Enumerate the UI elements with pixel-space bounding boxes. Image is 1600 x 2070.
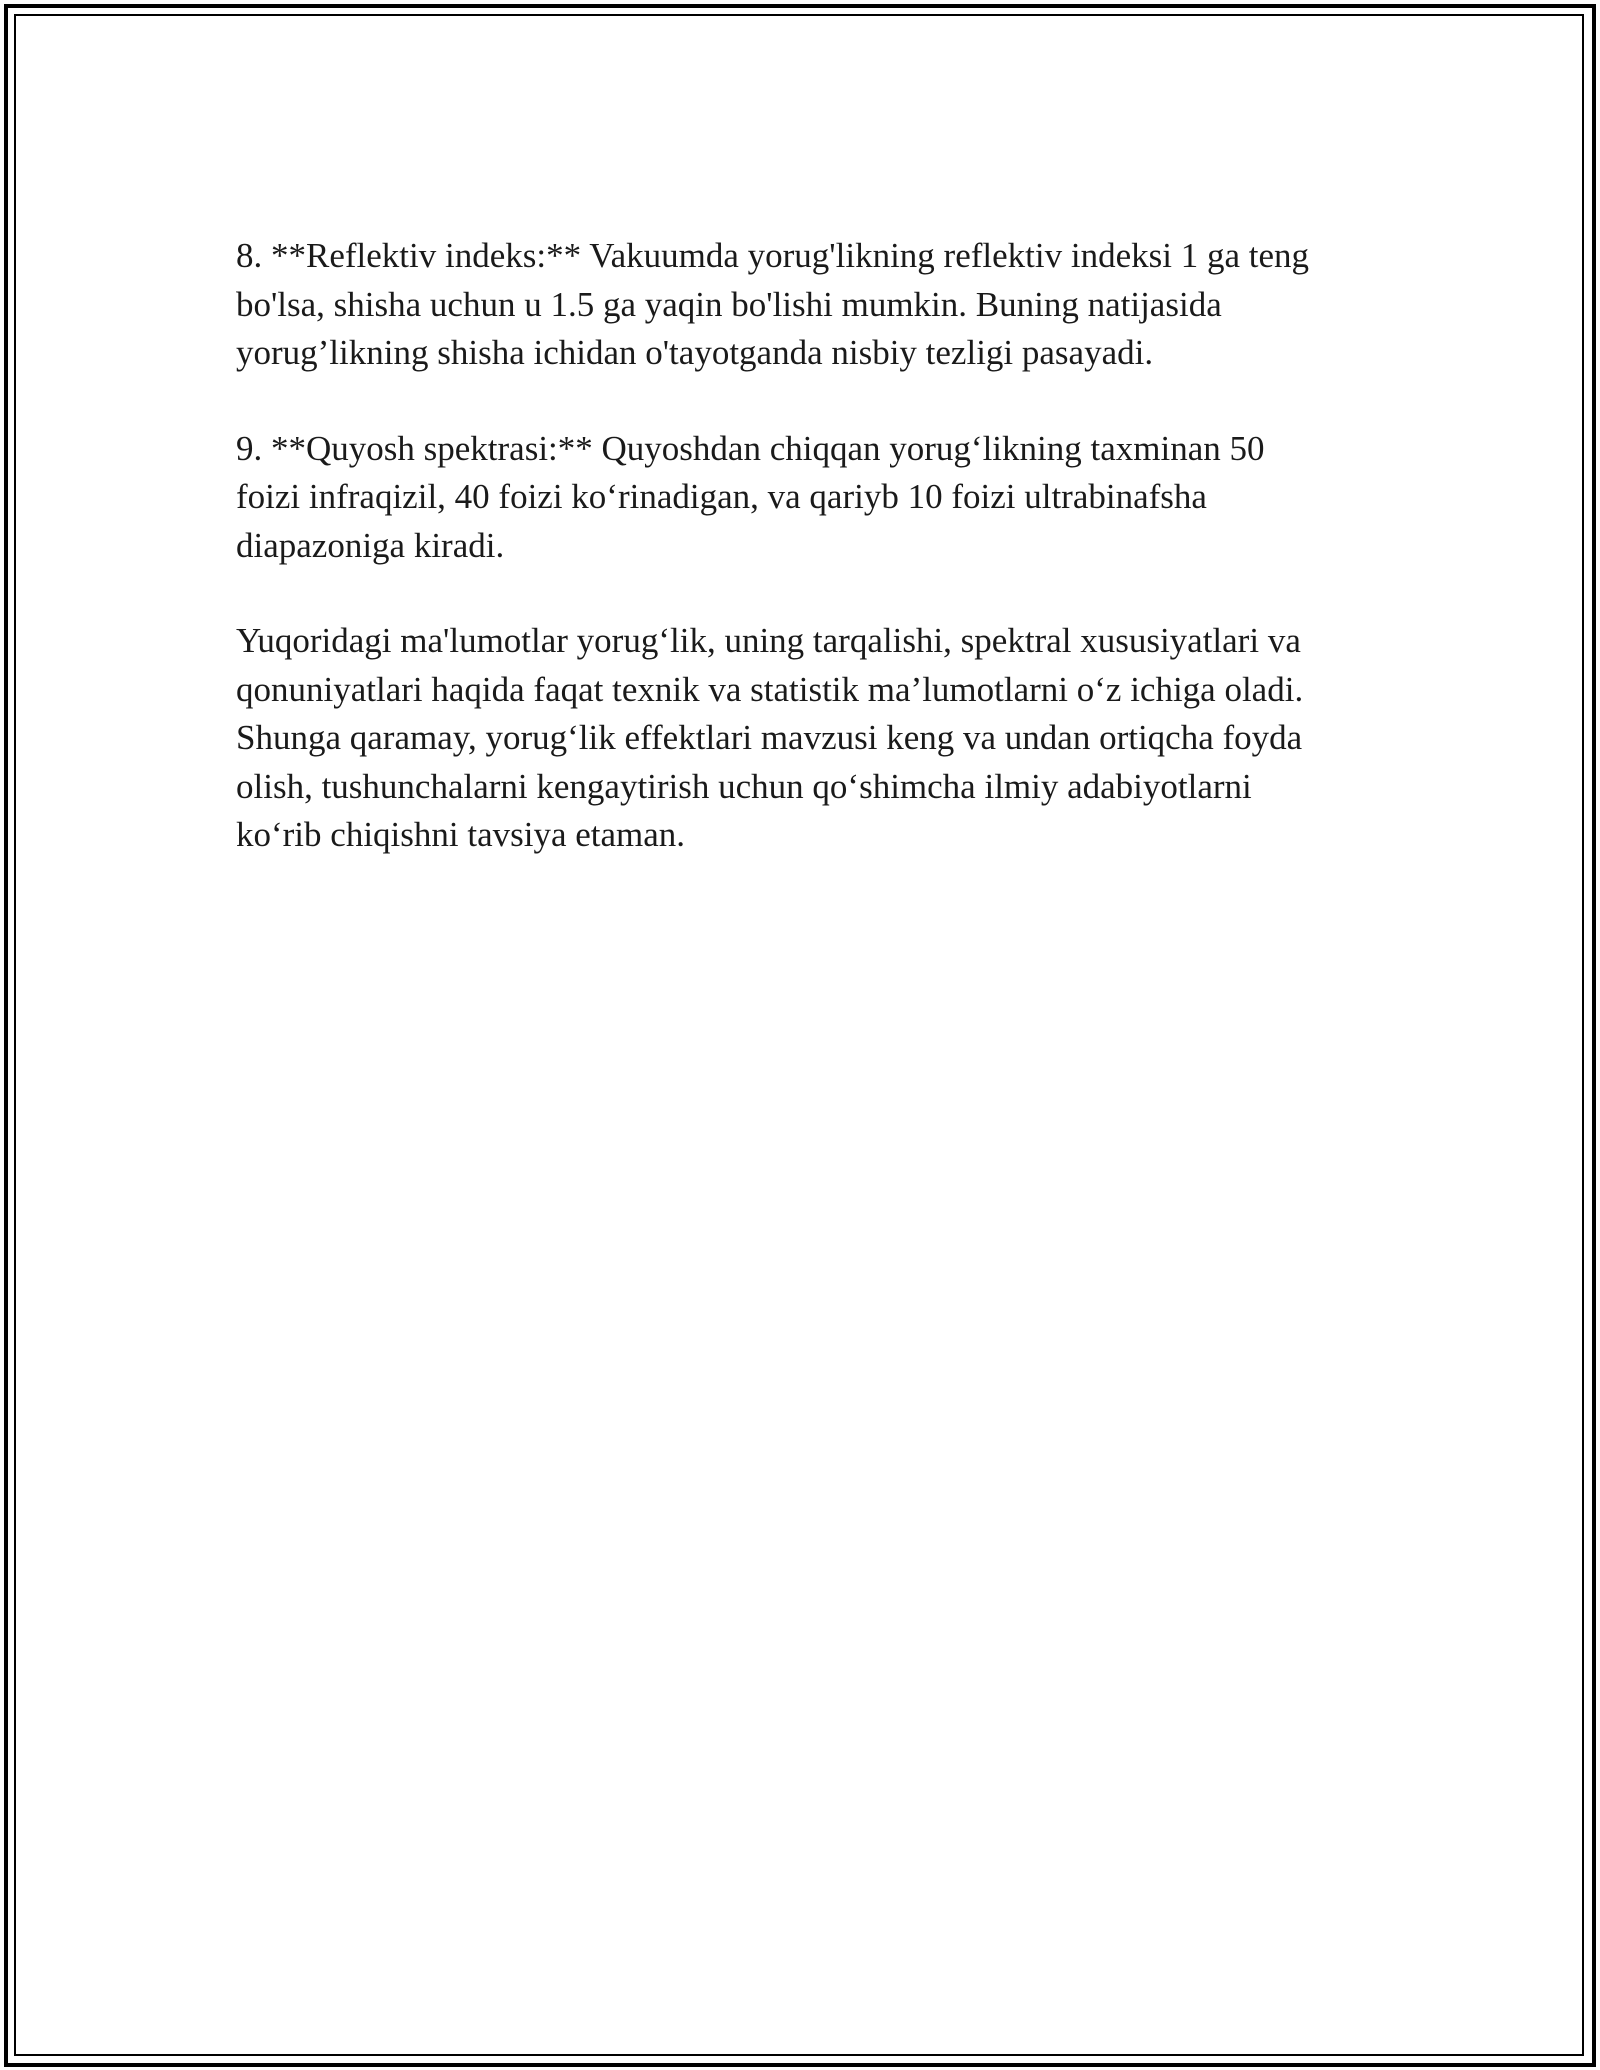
document-body [236, 232, 1376, 907]
paragraph-reflective-index [236, 232, 1376, 378]
text-line: diapazoniga kiradi. [236, 525, 505, 565]
paragraph-conclusion [236, 617, 1376, 860]
text-line: 9. **Quyosh spektrasi:** Quyoshdan chiqqan yorug‘likning taxminan 50 [236, 428, 1265, 468]
text-line: foizi infraqizil, 40 foizi ko‘rinadigan, va qariyb 10 foizi ultrabinafsha [236, 477, 1207, 516]
text-line: bo'lsa, shisha uchun u 1.5 ga yaqin bo'lishi mumkin. Buning natijasida [236, 284, 1222, 324]
text-line: Yuqoridagi ma'lumotlar yorug‘lik, uning tarqalishi, spektral xususiyatlari va [236, 621, 1301, 660]
text-line: 8. **Reflektiv indeks:** Vakuumda yorug'likning reflektiv indeksi 1 ga teng [236, 236, 1309, 275]
text-line: Shunga qaramay, yorug‘lik effektlari mavzusi keng va undan ortiqcha foyda [236, 718, 1303, 757]
paragraph-solar-spectrum [236, 425, 1376, 571]
text-line: olish, tushunchalarni kengaytirish uchun qo‘shimcha ilmiy adabiyotlarni [236, 766, 1252, 806]
text-line: qonuniyatlari haqida faqat texnik va statistik ma’lumotlarni o‘z ichiga oladi. [236, 669, 1304, 709]
text-line: yorug’likning shisha ichidan o'tayotganda nisbiy tezligi pasayadi. [236, 333, 1154, 372]
text-line: ko‘rib chiqishni tavsiya etaman. [236, 815, 686, 854]
